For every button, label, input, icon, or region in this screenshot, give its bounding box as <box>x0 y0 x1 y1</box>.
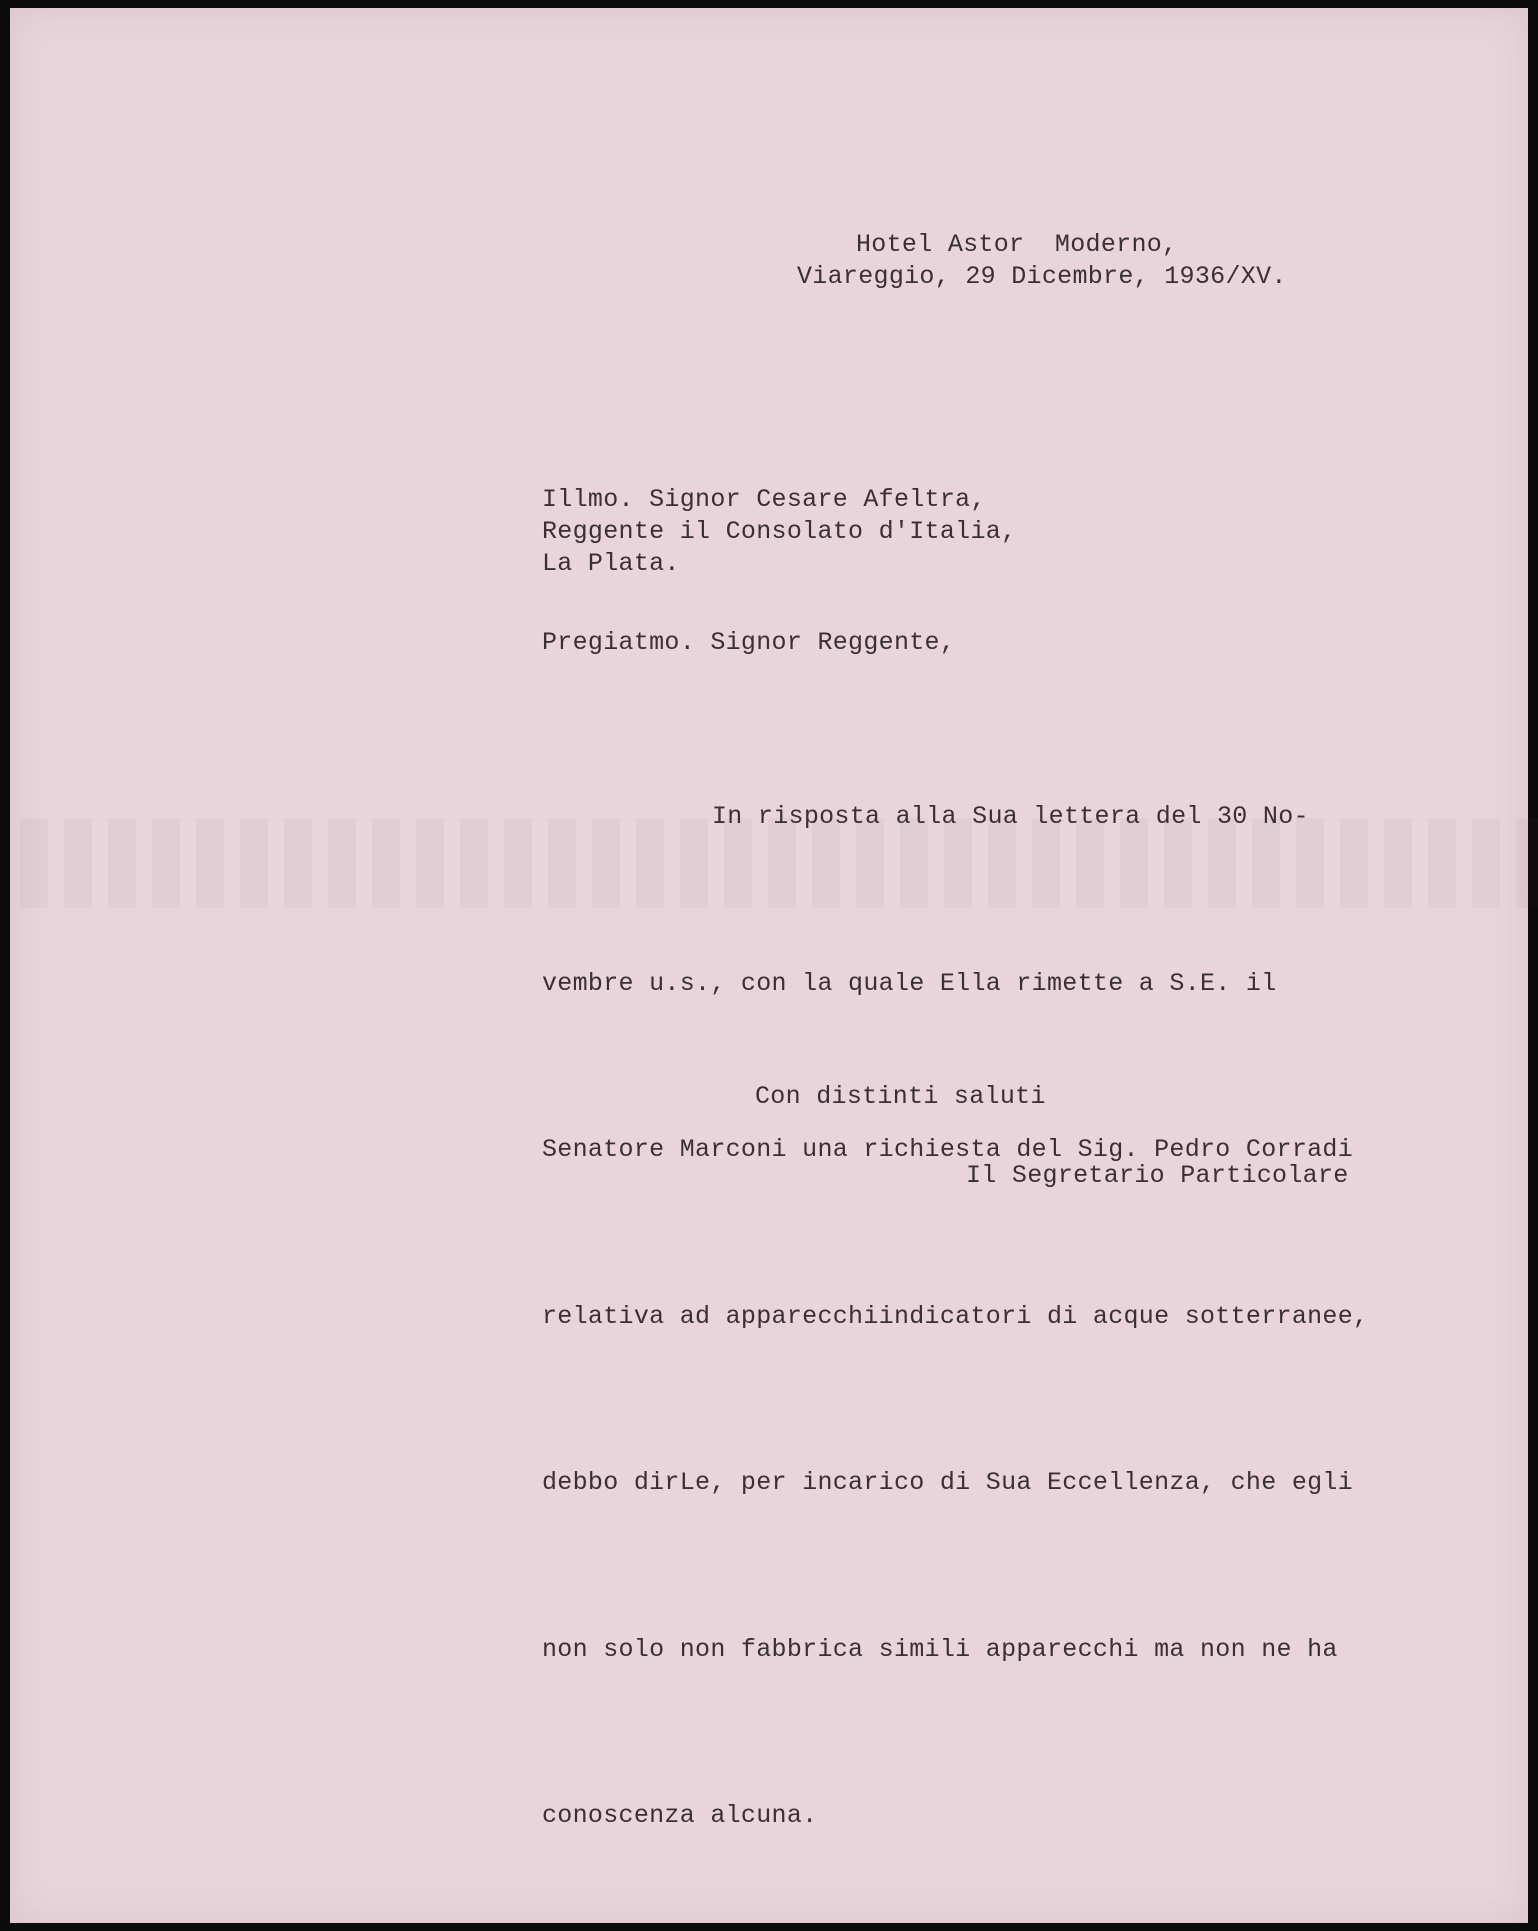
body-line: debbo dirLe, per incarico di Sua Eccellenza, che egli <box>542 1468 1354 1497</box>
letterhead-hotel: Hotel Astor Moderno, <box>856 230 1178 259</box>
body-line: Senatore Marconi una richiesta del Sig. Pedro Corradi <box>542 1135 1354 1164</box>
addressee-city: La Plata. <box>542 549 680 578</box>
addressee-title: Reggente il Consolato d'Italia, <box>542 517 1017 546</box>
body-line: relativa ad apparecchiindicatori di acque sotterranee, <box>542 1301 1369 1331</box>
body-line: non solo non fabbrica simili apparecchi ma non ne ha <box>542 1634 1338 1664</box>
body-line: In risposta alla Sua lettera del 30 No- <box>712 802 1309 831</box>
closing: Con distinti saluti <box>755 1082 1046 1111</box>
addressee-name: Illmo. Signor Cesare Afeltra, <box>542 485 986 514</box>
letter-body <box>542 678 1368 1899</box>
body-line: vembre u.s., con la quale Ella rimette a S.E. il <box>542 968 1277 998</box>
signature-title: Il Segretario Particolare <box>966 1161 1349 1190</box>
letter-place-date: Viareggio, 29 Dicembre, 1936/XV. <box>797 262 1287 291</box>
body-line: conoscenza alcuna. <box>542 1801 818 1830</box>
salutation: Pregiatmo. Signor Reggente, <box>542 628 956 657</box>
